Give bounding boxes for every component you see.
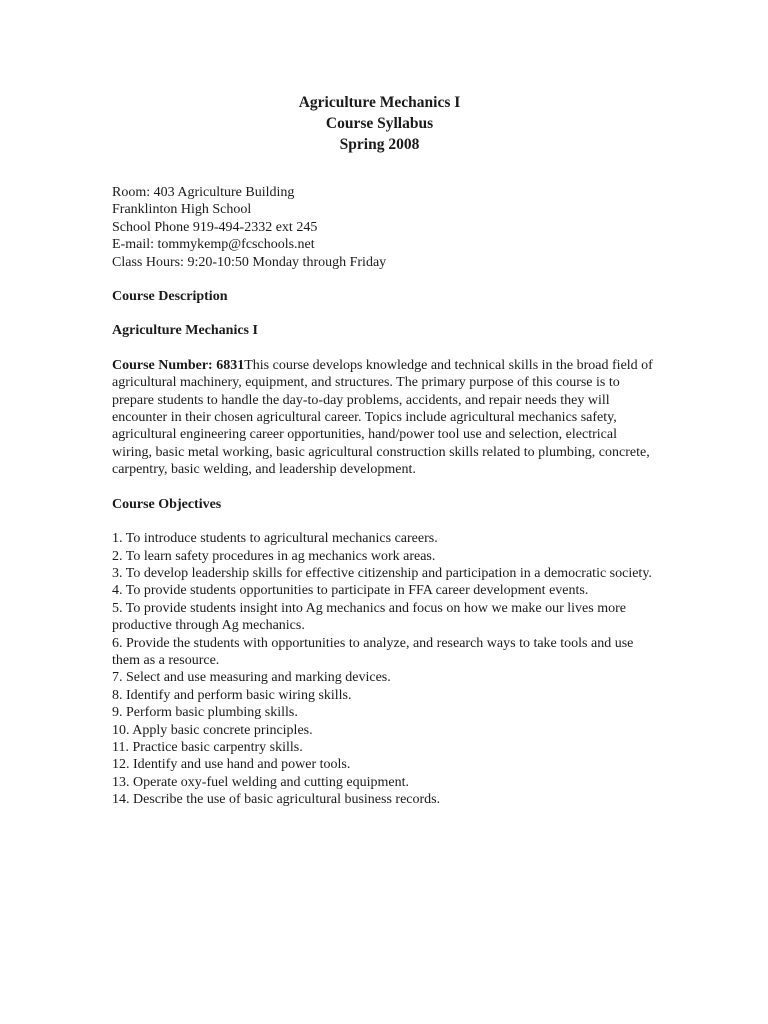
list-item: 8. Identify and perform basic wiring skills. <box>112 687 352 703</box>
hours-line: Class Hours: 9:20-10:50 Monday through Friday <box>112 254 387 270</box>
list-item: 4. To provide students opportunities to participate in FFA career development events. <box>112 583 589 599</box>
list-item: 1. To introduce students to agricultural mechanics careers. <box>112 531 438 547</box>
list-item: 11. Practice basic carpentry skills. <box>112 739 303 755</box>
list-item: 13. Operate oxy-fuel welding and cutting equipment. <box>112 774 410 790</box>
course-objectives-heading: Course Objectives <box>112 496 222 512</box>
syllabus-page <box>112 92 657 823</box>
list-item: 12. Identify and use hand and power tools. <box>112 757 351 773</box>
course-name-heading: Agriculture Mechanics I <box>112 323 258 339</box>
list-item: 10. Apply basic concrete principles. <box>112 722 313 738</box>
course-title: Agriculture Mechanics I <box>298 94 461 111</box>
document-subtitle: Course Syllabus <box>325 115 434 132</box>
course-description-heading: Course Description <box>112 289 228 305</box>
list-item: 7. Select and use measuring and marking devices. <box>112 670 391 686</box>
list-item: 2. To learn safety procedures in ag mechanics work areas. <box>112 548 436 564</box>
objectives-list <box>112 530 657 809</box>
list-item: 3. To develop leadership skills for effective citizenship and participation in a democratic society. <box>112 565 652 581</box>
list-item: 14. Describe the use of basic agricultural business records. <box>112 792 441 808</box>
course-description-text: This course develops knowledge and technical skills in the broad field of agricultural machinery, equipment, and structures. The primary purpose of this course is to prepare students to handle the day-to-day problems, accidents, and repair needs they will encounter in their chosen agricultural career. Topics include agricultural mechanics safety, agricultural engineering career opportunities, hand/power tool use and selection, electrical wiring, basic metal working, basic agricultural construction skills related to plumbing, concrete, carpentry, basic welding, and leadership development. <box>112 357 653 478</box>
school-line: Franklinton High School <box>112 202 252 218</box>
phone-line: School Phone 919-494-2332 ext 245 <box>112 219 318 235</box>
course-number-label: Course Number: 6831 <box>112 357 245 373</box>
list-item: 5. To provide students insight into Ag mechanics and focus on how we make our lives more productive through Ag mechanics. <box>112 600 626 634</box>
contact-info <box>112 184 657 271</box>
list-item: 6. Provide the students with opportunities to analyze, and research ways to take tools and use them as a resource. <box>112 635 634 668</box>
term: Spring 2008 <box>339 136 420 153</box>
email-line: E-mail: tommykemp@fcschools.net <box>112 237 315 253</box>
title-block <box>102 92 657 155</box>
list-item: 9. Perform basic plumbing skills. <box>112 705 298 721</box>
course-description-paragraph <box>112 357 657 479</box>
room-line: Room: 403 Agriculture Building <box>112 185 295 200</box>
